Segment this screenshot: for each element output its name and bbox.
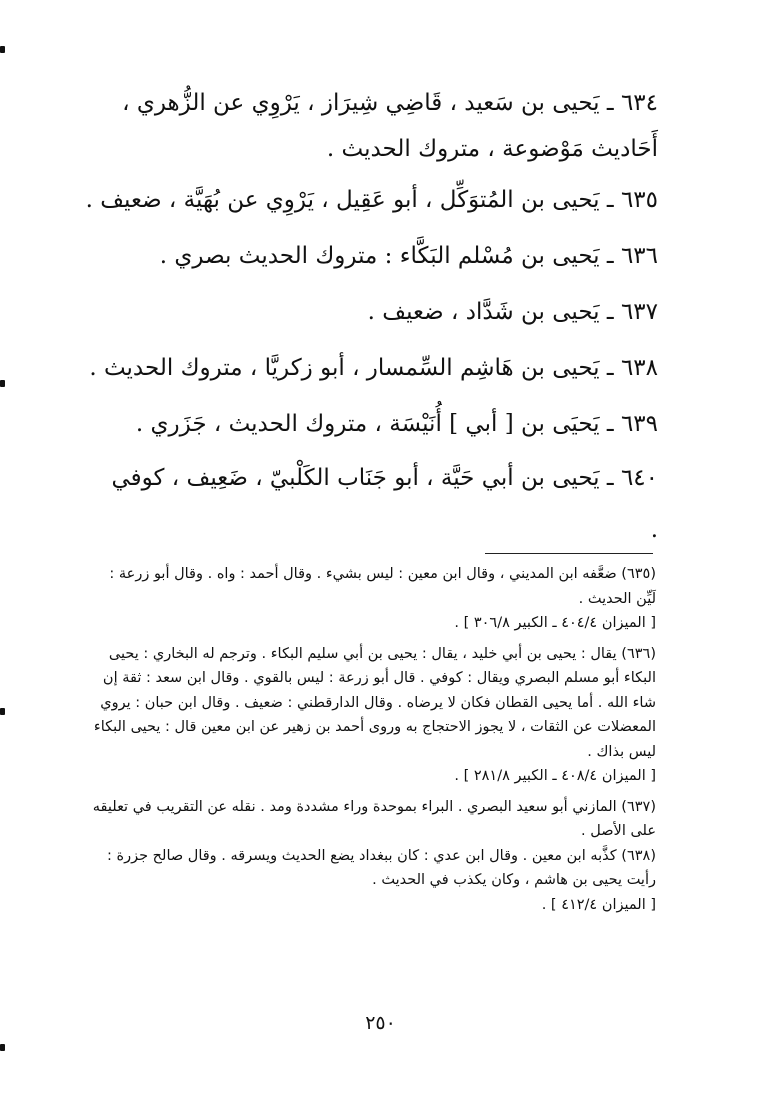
entry-637: ٦٣٧ ـ يَحيى بن شَدَّاد ، ضعيف . [367,299,658,325]
scan-edge-mark [0,46,5,53]
footnote-638: (٦٣٨) كذَّبه ابن معين . وقال ابن عدي : كان ببغداد يضع الحديث ويسرقه . وقال صالح جزرة : رأيت يحيى بن هاشم ، وكان يكذب في الحديث . [107,847,656,888]
scan-edge-mark [0,708,5,715]
entry-639: ٦٣٩ ـ يَحيَى بن [ أبي ] أُنَيْسَة ، متروك الحديث ، جَزَري . [135,411,658,437]
entry-640: ٦٤٠ ـ يَحيى بن أبي حَيَّة ، أبو جَنَاب الكَلْبيّ ، ضَعِيف ، كوفي . [111,465,658,543]
entries-list [85,80,658,556]
footnote-638-reference: [ الميزان ٤١٢/٤ ] . [541,896,656,913]
footnote-636: (٦٣٦) يقال : يحيى بن أبي خليد ، يقال : يحيى بن أبي سليم البكاء . وترجم له البخاري : يحيى البكاء أبو مسلم البصري ويقال : كوفي . قال أبو زرعة : ليس بالقوي . وقال ابن سعد : ثقة إن شاء الله . أما يحيى القطان فكان لا يرضاه . وقال الدارقطني : ضعيف . وقال ابن حبان : يروي المعضلات عن الثقات ، لا يجوز الاحتجاج به وروى أحمد بن زهير عن ابن معين قال : يحيى البكاء ليس بذاك . [93,645,656,760]
footnote-separator [485,553,653,554]
entry-635: ٦٣٥ ـ يَحيى بن المُتوَكِّل ، أبو عَقِيل ، يَرْوِي عن بُهَيَّة ، ضعيف . [85,187,658,213]
footnote-637: (٦٣٧) المازني أبو سعيد البصري . البراء بموحدة وراء مشددة ومد . نقله عن التقريب في تعليقه على الأصل . [92,798,656,839]
page-number: ٢٥٠ [365,1012,396,1034]
entry-638: ٦٣٨ ـ يَحيى بن هَاشِم السِّمسار ، أبو زكريَّا ، متروك الحديث . [89,355,658,381]
scan-edge-mark [0,1044,5,1051]
scan-edge-mark [0,380,5,387]
footnote-636-reference: [ الميزان ٤٠٨/٤ ـ الكبير ٢٨١/٨ ] . [454,768,656,784]
entry-636: ٦٣٦ ـ يَحيى بن مُسْلم البَكَّاء : متروك الحديث بصري . [159,243,658,269]
footnotes [88,562,656,923]
entry-634: ٦٣٤ ـ يَحيى بن سَعيد ، قَاضِي شِيرَاز ، يَرْوِي عن الزُّهري ، أَحَاديث مَوْضوعة ، متروك الحديث . [122,90,658,162]
footnote-635: (٦٣٥) ضعَّفه ابن المديني ، وقال ابن معين : ليس بشيء . وقال أحمد : واه . وقال أبو زرعة : لَيِّن الحديث . [109,566,656,607]
footnote-635-reference: [ الميزان ٤٠٤/٤ ـ الكبير ٣٠٦/٨ ] . [454,615,656,631]
